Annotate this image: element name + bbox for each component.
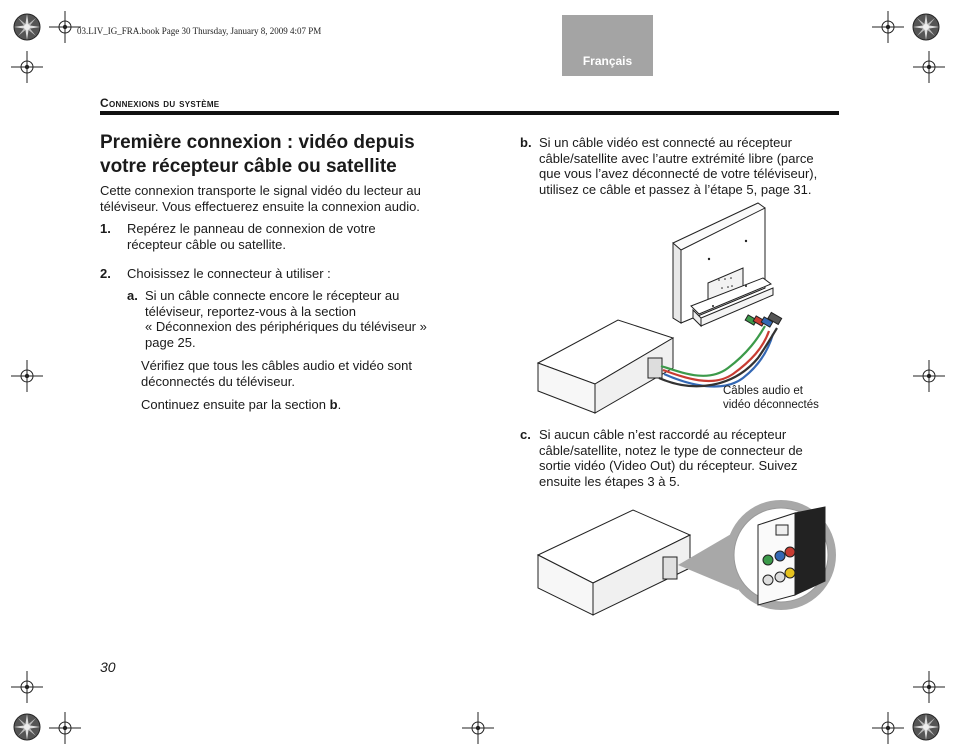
option-c-text xyxy=(539,427,849,489)
intro-line: Cette connexion transporte le signal vidéo du lecteur au xyxy=(100,183,421,198)
printer-slug-line: 03.LIV_IG_FRA.book Page 30 Thursday, January 8, 2009 4:07 PM xyxy=(77,26,322,36)
option-line: câble/satellite, notez le type de connecteur de xyxy=(539,442,803,458)
verify-line: déconnectés du téléviseur. xyxy=(141,373,295,389)
verify-paragraph xyxy=(141,358,451,389)
section-rule xyxy=(100,111,839,115)
language-tab-label: Français xyxy=(582,54,633,68)
av-cables-icon xyxy=(659,326,777,387)
step-line: Repérez le panneau de connexion de votre xyxy=(127,221,376,236)
option-line: téléviseur, reportez-vous à la section xyxy=(145,303,356,319)
receiver-box-icon xyxy=(538,510,690,615)
color-bar-icon xyxy=(913,714,939,740)
registration-mark-icon xyxy=(11,360,43,392)
step-1-number: 1. xyxy=(100,221,111,236)
registration-mark-icon xyxy=(913,360,945,392)
option-line: « Déconnexion des périphériques du téléviseur » xyxy=(145,319,427,334)
receiver-connector-zoom-illustration xyxy=(533,495,843,620)
option-a-text xyxy=(145,288,455,350)
continue-section-ref: b xyxy=(329,397,338,412)
option-line: Si un câble vidéo est connecté au récepteur xyxy=(539,135,792,150)
continue-text: Continuez ensuite par la section xyxy=(141,397,330,412)
step-2-text: Choisissez le connecteur à utiliser : xyxy=(127,266,331,281)
option-b-text xyxy=(539,135,849,197)
registration-mark-icon xyxy=(11,671,43,703)
language-tab xyxy=(562,15,653,76)
registration-mark-icon xyxy=(913,671,945,703)
option-line: page 25. xyxy=(145,334,196,350)
registration-mark-icon xyxy=(872,11,904,43)
heading-line: Première connexion : vidéo depuis xyxy=(100,132,415,153)
receiver-box-icon xyxy=(538,320,673,413)
registration-mark-icon xyxy=(872,712,904,744)
option-c-label: c. xyxy=(520,427,531,442)
continue-period: . xyxy=(337,397,342,412)
registration-mark-icon xyxy=(49,712,81,744)
option-line: que vous l’avez déconnecté de votre téléviseur), xyxy=(539,166,818,181)
option-line: sortie vidéo (Video Out) du récepteur. Suivez xyxy=(539,458,798,473)
option-line: Si aucun câble n’est raccordé au récepteur xyxy=(539,427,787,442)
option-b-label: b. xyxy=(520,135,532,150)
heading-line: votre récepteur câble ou satellite xyxy=(100,156,397,177)
color-bar-icon xyxy=(14,714,40,740)
step-1-text xyxy=(127,221,447,252)
page-heading xyxy=(100,131,480,179)
step-2-number: 2. xyxy=(100,266,111,281)
color-bar-icon xyxy=(14,14,40,40)
registration-mark-icon xyxy=(913,51,945,83)
page-number: 30 xyxy=(100,659,116,675)
callout-line: Câbles audio et xyxy=(723,385,803,397)
verify-line: Vérifiez que tous les câbles audio et vidéo sont xyxy=(141,358,413,373)
intro-line: téléviseur. Vous effectuerez ensuite la connexion audio. xyxy=(100,198,420,214)
option-line: câble/satellite avec l’autre extrémité libre (parce xyxy=(539,150,814,166)
tv-icon xyxy=(673,203,773,326)
callout-line: vidéo déconnectés xyxy=(723,399,819,411)
registration-mark-icon xyxy=(462,712,494,744)
step-line: récepteur câble ou satellite. xyxy=(127,236,286,252)
color-bar-icon xyxy=(913,14,939,40)
cables-callout xyxy=(723,384,819,412)
option-a-label: a. xyxy=(127,288,138,303)
section-title: Connexions du système xyxy=(100,96,220,110)
option-line: utilisez ce câble et passez à l’étape 5, page 31. xyxy=(539,181,812,197)
option-line: ensuite les étapes 3 à 5. xyxy=(539,473,680,489)
registration-mark-icon xyxy=(11,51,43,83)
option-line: Si un câble connecte encore le récepteur au xyxy=(145,288,400,303)
continue-paragraph xyxy=(141,397,341,413)
intro-paragraph xyxy=(100,183,460,214)
